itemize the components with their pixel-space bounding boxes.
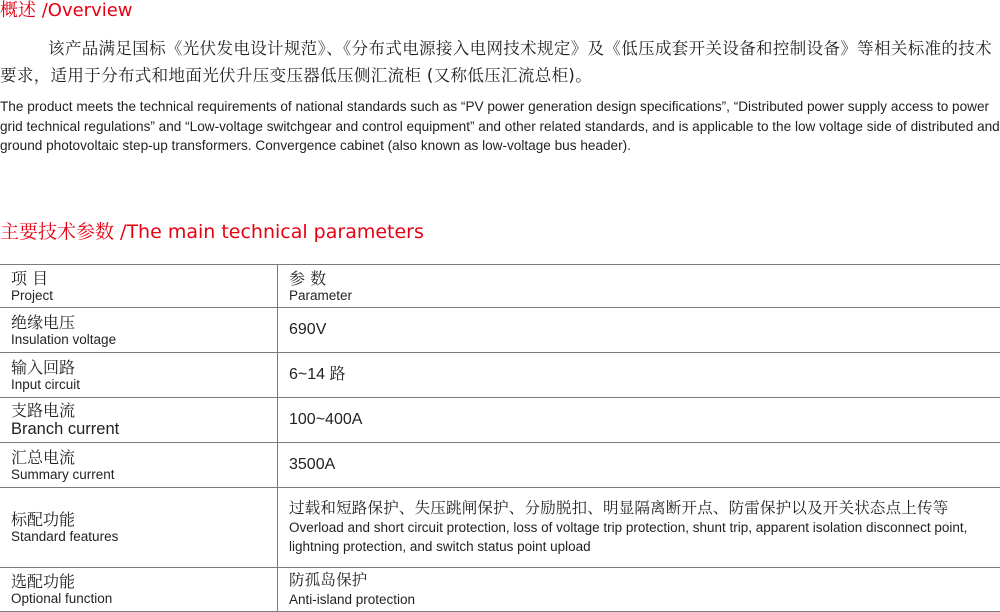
overview-chinese-text: 该产品满足国标《光伏发电设计规范》、《分布式电源接入电网技术规定》及《低压成套开关设备和控制设备》等相关标准的技术要求，适用于分布式和地面光伏升压变压器低压侧汇流柜 (又称低压汇流总柜)。 (0, 35, 1000, 89)
row-value-cell (278, 568, 1000, 612)
row-label-en: Summary current (11, 467, 277, 483)
row-value-cell (278, 398, 1000, 443)
row-value-en: Overload and short circuit protection, loss of voltage trip protection, shunt trip, apparent isolation disconnect point, lightning protection, and switch status point upload (289, 518, 1000, 556)
table-header-row (0, 265, 1000, 308)
row-label-cell (0, 353, 278, 398)
row-label-en: Standard features (11, 529, 277, 545)
row-label-cn: 支路电流 (11, 401, 277, 420)
header-parameter-en: Parameter (289, 288, 1000, 304)
row-label-en: Optional function (11, 591, 277, 607)
overview-title: 概述 /Overview (0, 0, 133, 22)
row-label-cell (0, 443, 278, 488)
row-value-en: Anti-island protection (289, 590, 1000, 609)
table-row (0, 443, 1000, 488)
row-value-cell (278, 488, 1000, 568)
row-value: 690V (289, 320, 1000, 340)
header-project-cell (0, 265, 278, 308)
row-label-cn: 输入回路 (11, 358, 277, 377)
row-label-en: Insulation voltage (11, 332, 277, 348)
table-row (0, 353, 1000, 398)
row-value-cn: 防孤岛保护 (289, 571, 1000, 590)
header-project-cn: 项 目 (11, 269, 277, 288)
overview-english-text: The product meets the technical requirements of national standards such as “PV power generation design specifications”, “Distributed power supply access to power grid technical regulations” and “Low-voltage switchgear and control equipment” and other related standards, and is applicable to the low voltage side of distributed and ground photovoltaic step-up transformers. Convergence cabinet (also known as low-voltage bus header). (0, 97, 1000, 156)
row-value-cn: 过载和短路保护、失压跳闸保护、分励脱扣、明显隔离断开点、防雷保护以及开关状态点上传等 (289, 499, 1000, 518)
table-row (0, 568, 1000, 612)
parameters-table (0, 264, 1000, 612)
row-label-cell (0, 568, 278, 612)
row-label-cn: 标配功能 (11, 510, 277, 529)
table-row (0, 308, 1000, 353)
row-label-cell (0, 398, 278, 443)
row-label-cell (0, 488, 278, 568)
header-parameter-cell (278, 265, 1000, 308)
row-value-cell (278, 443, 1000, 488)
parameters-title: 主要技术参数 /The main technical parameters (0, 220, 424, 244)
row-value: 6~14 路 (289, 365, 1000, 385)
row-value-cell (278, 308, 1000, 353)
row-label-cn: 绝缘电压 (11, 313, 277, 332)
row-value: 3500A (289, 455, 1000, 475)
header-parameter-cn: 参 数 (289, 269, 1000, 288)
row-value-cell (278, 353, 1000, 398)
row-value: 100~400A (289, 410, 1000, 430)
row-label-en: Input circuit (11, 377, 277, 393)
row-label-en: Branch current (11, 420, 277, 439)
header-project-en: Project (11, 288, 277, 304)
table-row (0, 488, 1000, 568)
table-row (0, 398, 1000, 443)
row-label-cn: 汇总电流 (11, 448, 277, 467)
row-label-cn: 选配功能 (11, 572, 277, 591)
row-label-cell (0, 308, 278, 353)
